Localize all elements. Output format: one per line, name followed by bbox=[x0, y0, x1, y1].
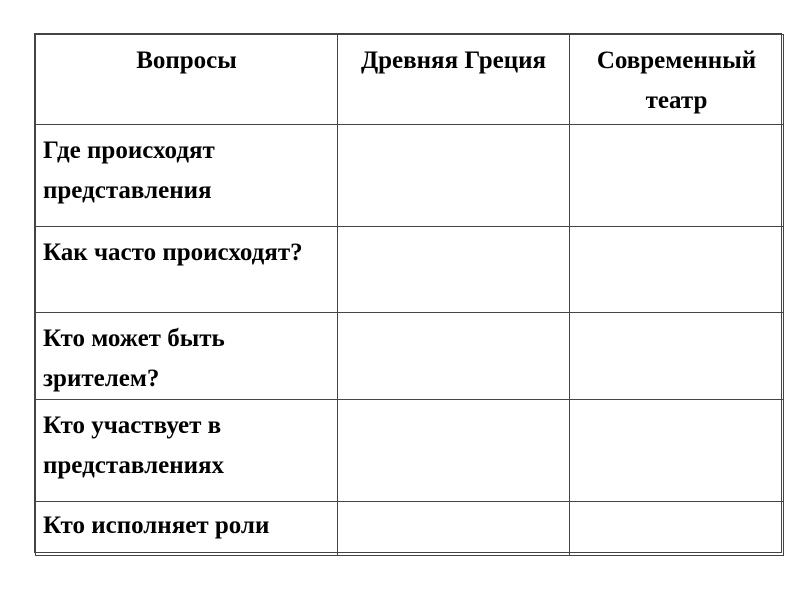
question-cell: Кто участвует в представлениях bbox=[36, 400, 338, 502]
question-cell: Как часто происходят? bbox=[36, 227, 338, 313]
question-cell: Кто исполняет роли bbox=[36, 502, 338, 556]
table-row bbox=[36, 125, 784, 227]
table-row bbox=[36, 400, 784, 502]
answer-cell-modern-theatre[interactable] bbox=[570, 502, 784, 556]
answer-cell-ancient-greece[interactable] bbox=[338, 400, 570, 502]
table-row bbox=[36, 313, 784, 400]
answer-cell-modern-theatre[interactable] bbox=[570, 313, 784, 400]
table-row bbox=[36, 227, 784, 313]
answer-cell-modern-theatre[interactable] bbox=[570, 125, 784, 227]
table-row bbox=[36, 502, 784, 556]
answer-cell-ancient-greece[interactable] bbox=[338, 313, 570, 400]
answer-cell-modern-theatre[interactable] bbox=[570, 227, 784, 313]
answer-cell-ancient-greece[interactable] bbox=[338, 502, 570, 556]
comparison-table-container bbox=[34, 33, 782, 553]
table-header-row bbox=[36, 35, 784, 125]
answer-cell-ancient-greece[interactable] bbox=[338, 227, 570, 313]
header-modern-theatre: Современный театр bbox=[570, 35, 784, 125]
header-questions: Вопросы bbox=[36, 35, 338, 125]
header-ancient-greece: Древняя Греция bbox=[338, 35, 570, 125]
answer-cell-ancient-greece[interactable] bbox=[338, 125, 570, 227]
comparison-table bbox=[35, 34, 784, 556]
answer-cell-modern-theatre[interactable] bbox=[570, 400, 784, 502]
question-cell: Кто может быть зрителем? bbox=[36, 313, 338, 400]
question-cell: Где происходят представления bbox=[36, 125, 338, 227]
